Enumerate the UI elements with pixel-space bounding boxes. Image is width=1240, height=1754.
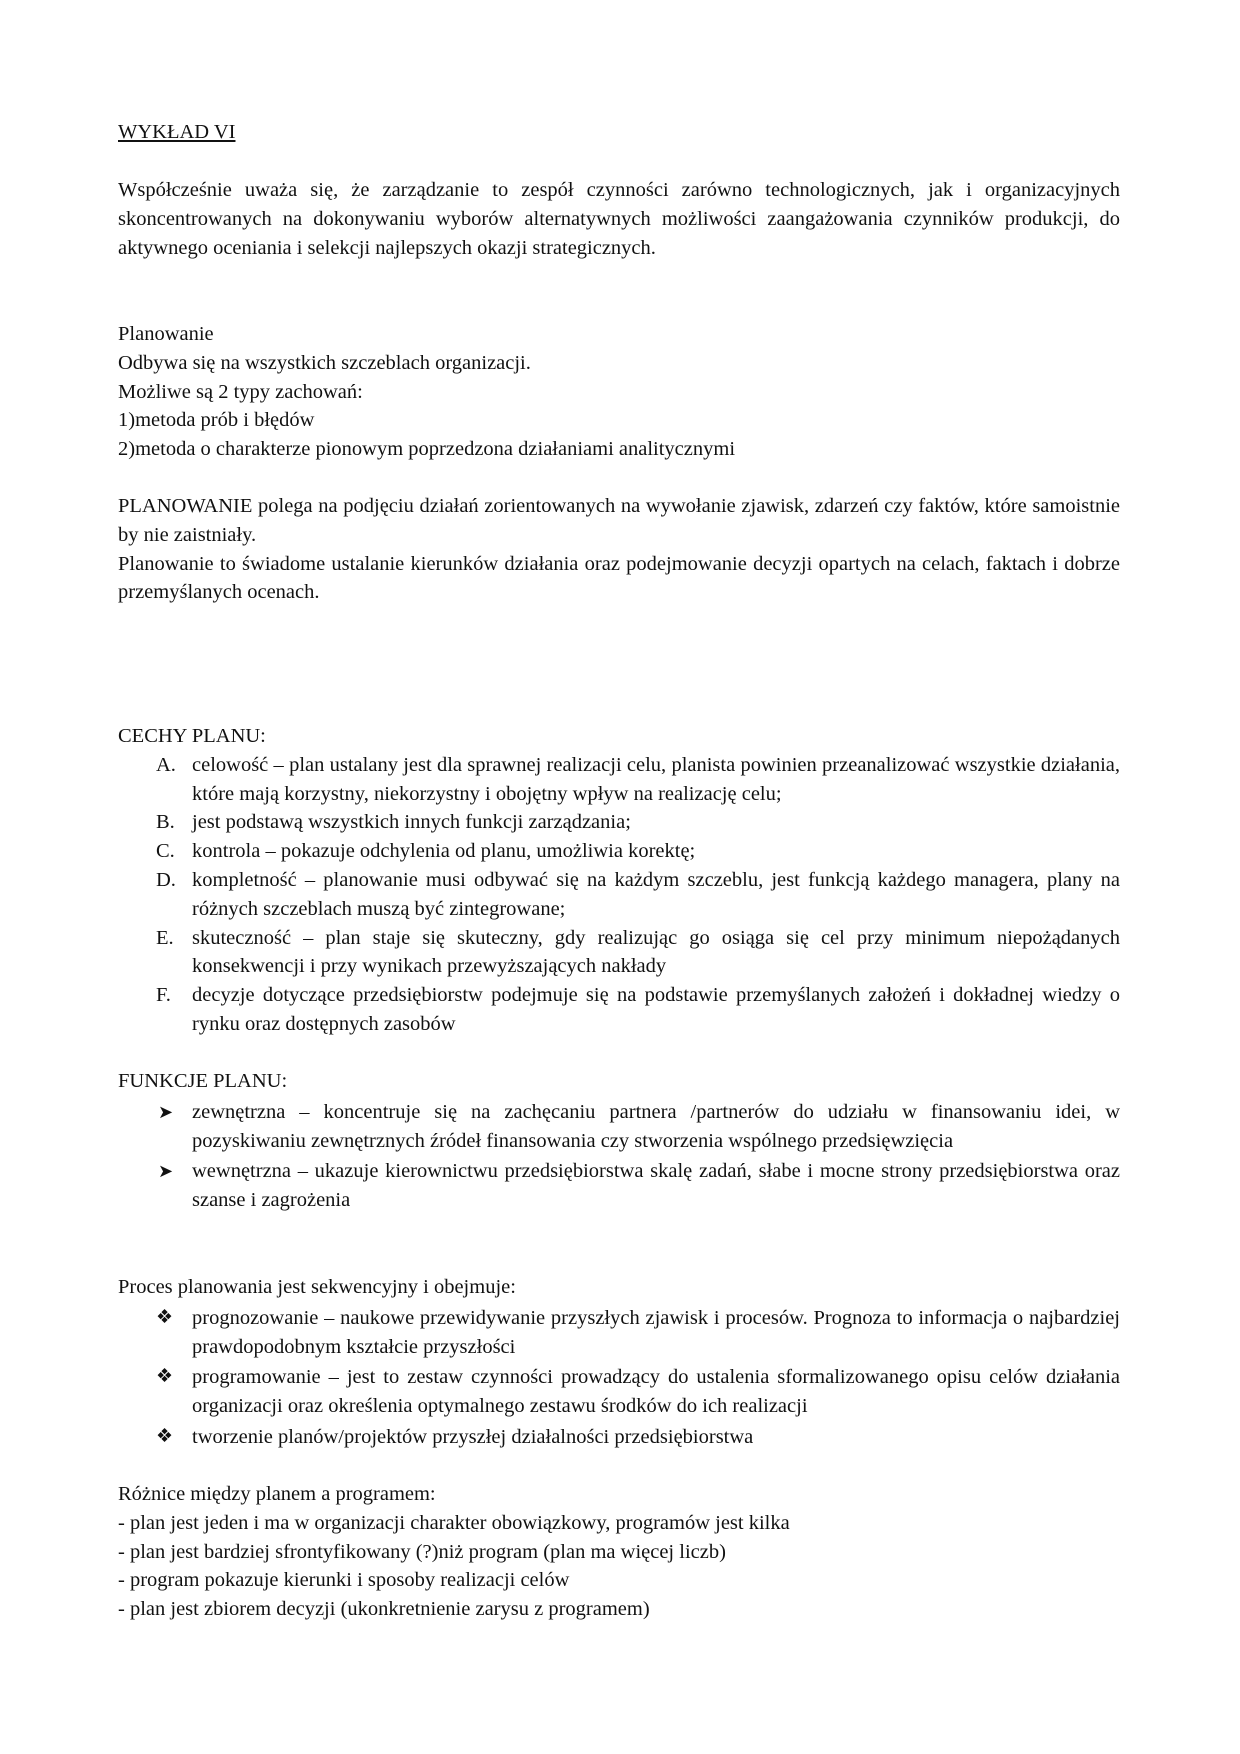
section-heading: Planowanie	[118, 323, 214, 345]
cechy-section	[118, 722, 1120, 1039]
list-item-text: jest podstawą wszystkich innych funkcji zarządzania;	[192, 811, 631, 834]
list-item	[118, 1157, 1120, 1215]
text-line: 1)metoda prób i błędów	[118, 409, 315, 432]
list-item	[118, 981, 1120, 1039]
intro-paragraph: Współcześnie uważa się, że zarządzanie to zespół czynności zarówno technologicznych, jak i organizacyjnych skoncentrowanych na dokonywaniu wyborów alternatywnych możliwości zaangażowania czynników produkcji, do aktywnego oceniania i selekcji najlepszych okazji strategicznych.	[118, 179, 1120, 259]
diamond-bullet-icon: ❖	[156, 1425, 174, 1447]
diamond-bullet-icon: ❖	[156, 1306, 174, 1328]
definition-section	[118, 492, 1120, 607]
definition-paragraph: Planowanie to świadome ustalanie kierunków działania oraz podejmowanie decyzji opartych na celach, faktach i dobrze przemyślanych ocenach.	[118, 552, 1120, 604]
list-marker: F.	[156, 984, 171, 1007]
section-heading: FUNKCJE PLANU:	[118, 1070, 288, 1092]
list-item	[118, 924, 1120, 982]
funkcje-section	[118, 1067, 1120, 1215]
list-item	[118, 1363, 1120, 1421]
arrowhead-bullet-icon: ➤	[158, 1161, 174, 1182]
text-line: - plan jest zbiorem decyzji (ukonkretnienie zarysu z programem)	[118, 1598, 650, 1621]
list-item	[118, 751, 1120, 809]
list-marker: B.	[156, 811, 175, 834]
list-item-text: celowość – plan ustalany jest dla sprawnej realizacji celu, planista powinien przeanalizować wszystkie działania, które mają korzystny, niekorzystny i obojętny wpływ na realizację celu;	[192, 753, 1120, 805]
list-item	[118, 866, 1120, 924]
proces-section	[118, 1273, 1120, 1452]
text-line: Możliwe są 2 typy zachowań:	[118, 380, 363, 403]
arrowhead-bullet-icon: ➤	[158, 1101, 174, 1122]
text-line: - plan jest jeden i ma w organizacji charakter obowiązkowy, programów jest kilka	[118, 1511, 790, 1534]
text-line: - plan jest bardziej sfrontyfikowany (?)niż program (plan ma więcej liczb)	[118, 1540, 726, 1563]
list-item-text: wewnętrzna – ukazuje kierownictwu przedsiębiorstwa skalę zadań, słabe i mocne strony przedsiębiorstwa oraz szanse i zagrożenia	[192, 1160, 1120, 1212]
planowanie-section	[118, 320, 1120, 464]
section-heading: CECHY PLANU:	[118, 725, 266, 747]
list-item-text: decyzje dotyczące przedsiębiorstw podejmuje się na podstawie przemyślanych założeń i dokładnej wiedzy o rynku oraz dostępnych zasobów	[192, 984, 1120, 1035]
list-item-text: skuteczność – plan staje się skuteczny, gdy realizując go osiąga się cel przy minimum niepożądanych konsekwencji i przy wynikach przewyższających nakłady	[192, 926, 1120, 978]
section-heading: Proces planowania jest sekwencyjny i obejmuje:	[118, 1276, 516, 1298]
list-item-text: tworzenie planów/projektów przyszłej działalności przedsiębiorstwa	[192, 1425, 754, 1448]
list-item-text: programowanie – jest to zestaw czynności prowadzący do ustalenia sformalizowanego opisu celów działania organizacji oraz określenia optymalnego zestawu środków do ich realizacji	[192, 1366, 1120, 1418]
list-marker: E.	[156, 926, 174, 949]
list-item	[118, 1098, 1120, 1156]
list-marker: D.	[156, 868, 176, 891]
text-line: - program pokazuje kierunki i sposoby realizacji celów	[118, 1569, 570, 1592]
list-marker: C.	[156, 840, 175, 863]
list-item-text: kompletność – planowanie musi odbywać się na każdym szczeblu, jest funkcją każdego managera, plany na różnych szczeblach muszą być zintegrowane;	[192, 868, 1120, 920]
roznice-section	[118, 1480, 1120, 1624]
list-item	[118, 808, 1120, 837]
list-item	[118, 837, 1120, 866]
list-marker: A.	[156, 753, 176, 776]
list-item	[118, 1304, 1120, 1362]
list-item-text: prognozowanie – naukowe przewidywanie przyszłych zjawisk i procesów. Prognoza to informacja o najbardziej prawdopodobnym kształcie przyszłości	[192, 1306, 1120, 1358]
list-item-text: zewnętrzna – koncentruje się na zachęcaniu partnera /partnerów do udziału w finansowaniu idei, w pozyskiwaniu zewnętrznych źródeł finansowania czy stworzenia wspólnego przedsięwzięcia	[192, 1100, 1120, 1152]
text-line: Odbywa się na wszystkich szczeblach organizacji.	[118, 351, 531, 374]
list-item-text: kontrola – pokazuje odchylenia od planu, umożliwia korektę;	[192, 840, 696, 863]
text-line: 2)metoda o charakterze pionowym poprzedzona działaniami analitycznymi	[118, 438, 736, 461]
list-item	[118, 1423, 1120, 1452]
section-heading: Różnice między planem a programem:	[118, 1483, 436, 1505]
document-title: WYKŁAD VI	[118, 121, 236, 143]
definition-paragraph: PLANOWANIE polega na podjęciu działań zorientowanych na wywołanie zjawisk, zdarzeń czy faktów, które samoistnie by nie zaistniały.	[118, 495, 1120, 546]
diamond-bullet-icon: ❖	[156, 1366, 174, 1388]
